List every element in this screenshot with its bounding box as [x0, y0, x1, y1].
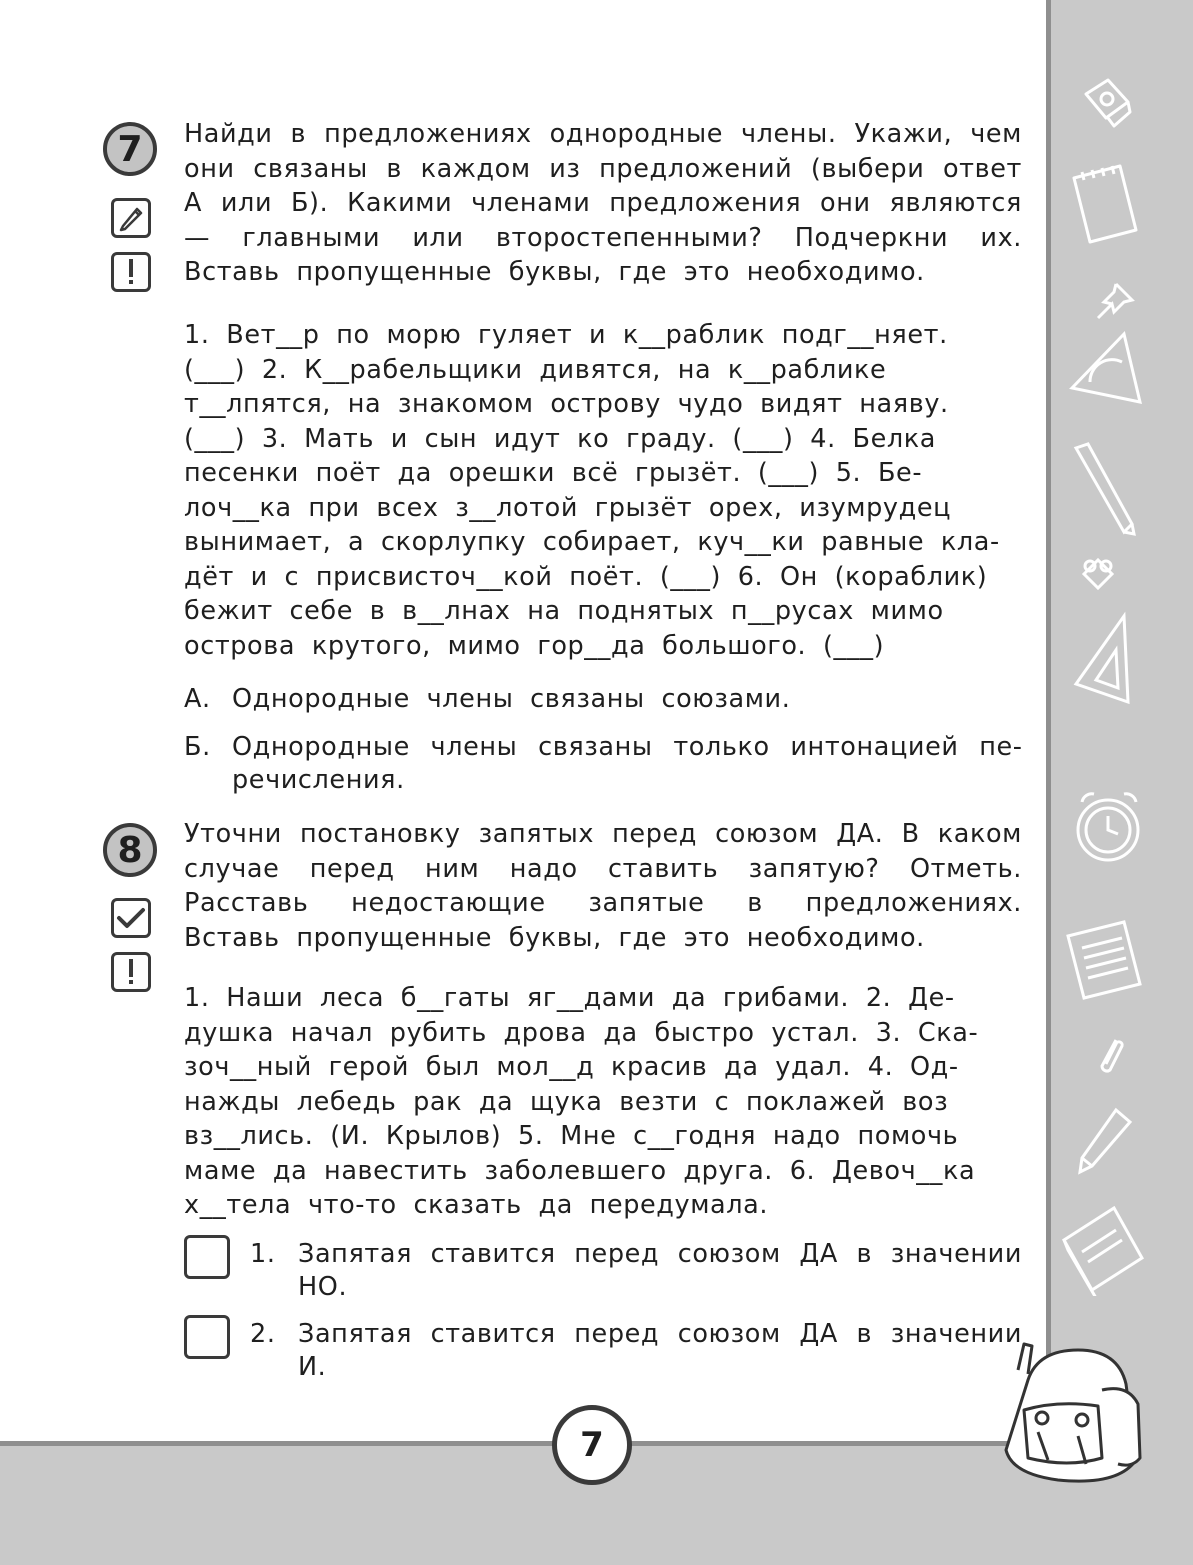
bottom-divider [0, 1441, 1051, 1446]
exercise-line: вз__лись. (И. Крылов) 5. Мне с__годня надо помочь [184, 1121, 959, 1151]
option-text: Запятая ставится перед союзом ДА в значении НО. [298, 1239, 1022, 1302]
checkmark-icon [116, 905, 146, 931]
exclamation-icon [124, 957, 138, 987]
task-8-option-2 [250, 1318, 1022, 1386]
exercise-line: х__тела что-то сказать да передумала. [184, 1190, 769, 1220]
exercise-line: песенки поёт да орешки всё грызёт. (___) 5. Бе- [184, 458, 923, 488]
task-8-option-1 [250, 1238, 1022, 1306]
task-7-instruction: Найди в предложениях однородные члены. Укажи, чем они связаны в каждом из предложений (выбери ответ А или Б). Какими членами предложения они являются — главными или второстепенными? Подчеркни их. Вставь пропущенные буквы, где это необходимо. [184, 119, 1022, 287]
exercise-line: вынимает, а скорлупку собирает, куч__ки равные кла- [184, 527, 1000, 557]
exercise-line: т__лпятся, на знакомом острову чудо видят наяву. [184, 389, 949, 419]
spiral-notebook-icon [1062, 918, 1146, 1004]
page-number: 7 [552, 1405, 632, 1485]
option-2-checkbox[interactable] [184, 1315, 230, 1359]
exercise-line: 1. Наши леса б__гаты яг__дами да грибами. 2. Де- [184, 983, 955, 1013]
exclamation-icon [124, 257, 138, 287]
option-letter: Б. [184, 732, 211, 762]
sharpener-icon [1078, 72, 1136, 132]
option-1-checkbox[interactable] [184, 1235, 230, 1279]
task-8-exercise [184, 981, 1022, 1223]
pushpin-icon [1092, 280, 1136, 324]
option-number: 1. [250, 1239, 276, 1269]
binder-clip-icon [1078, 554, 1118, 594]
option-text: Однородные члены связаны союзами. [232, 684, 791, 714]
pen-icon [1068, 440, 1140, 536]
exercise-line: душка начал рубить дрова да быстро устал. 3. Ска- [184, 1017, 979, 1048]
exercise-line: 1. Вет__р по морю гуляет и к__раблик подг__няет. [184, 320, 948, 350]
books-icon [1058, 1200, 1148, 1296]
task-7-pencil-box [111, 198, 151, 238]
task-7-exclamation-box [111, 252, 151, 292]
exercise-line: (___) 3. Мать и сын идут ко граду. (___) 4. Белка [184, 423, 937, 454]
option-number: 2. [250, 1319, 276, 1349]
exercise-line: бежит себе в в__лнах на поднятых п__русах мимо [184, 596, 944, 626]
exercise-line: острова крутого, мимо гор__да большого. (___) [184, 630, 885, 661]
option-letter: А. [184, 684, 211, 714]
task-7-number-badge: 7 [103, 122, 157, 176]
alarm-clock-icon [1066, 782, 1154, 872]
option-text: Однородные члены связаны только интонацией перечисления. [232, 732, 1022, 795]
task-7-exercise [184, 318, 1022, 663]
sidebar-divider [1046, 0, 1051, 1445]
pencil-stub-icon [1076, 1104, 1136, 1176]
option-text: Запятая ставится перед союзом ДА в значении И. [298, 1319, 1022, 1382]
protractor-icon [1066, 322, 1144, 412]
task-8-instruction: Уточни постановку запятых перед союзом ДА. В каком случае перед ним надо ставить запятую? Отметь. Расставь недостающие запятые в предложениях. Вставь пропущенные буквы, где это необходимо. [184, 819, 1022, 953]
task-8-exclamation-box [111, 952, 151, 992]
exercise-line: (___) 2. К__рабельщики дивятся, на к__раблике [184, 354, 887, 385]
task-7-option-a [184, 683, 1022, 717]
task-8-number-badge: 8 [103, 823, 157, 877]
notepad-icon [1070, 160, 1142, 248]
task-7-option-b [184, 731, 1022, 799]
exercise-line: дёт и с присвисточ__кой поёт. (___) 6. Он (кораблик) [184, 561, 988, 592]
paperclip-icon [1096, 1036, 1126, 1076]
task-8-check-box [111, 898, 151, 938]
exercise-line: нажды лебедь рак да щука везти с поклажей воз [184, 1086, 949, 1117]
pencil-icon [117, 204, 145, 232]
exercise-line: зоч__ный герой был мол__д красив да удал. 4. Од- [184, 1052, 959, 1082]
exercise-line: лоч__ка при всех з__лотой грызёт орех, изумрудец [184, 492, 952, 523]
exercise-line: маме да навестить заболевшего друга. 6. Девоч__ка [184, 1155, 976, 1186]
set-square-icon [1070, 610, 1132, 706]
